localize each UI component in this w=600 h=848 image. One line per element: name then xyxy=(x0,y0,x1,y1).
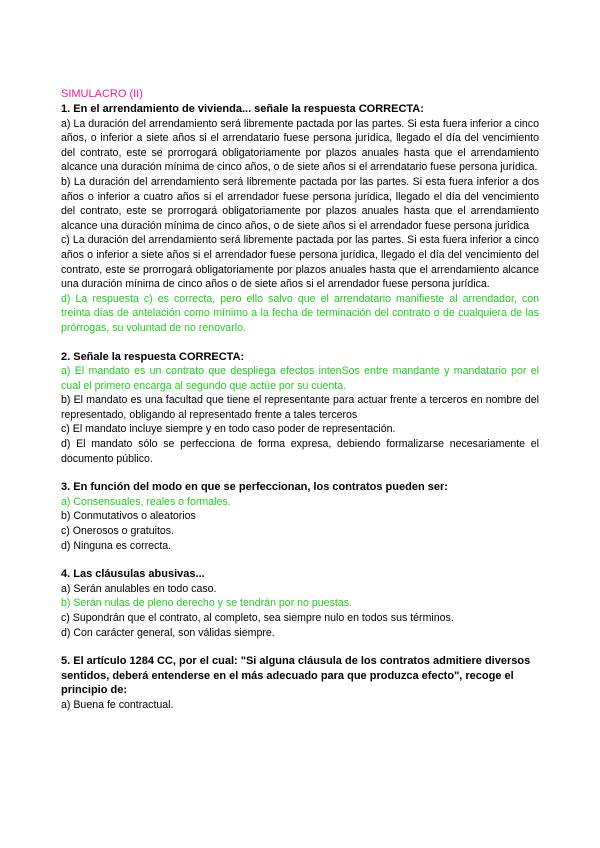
question-spacer xyxy=(61,553,539,567)
question-spacer xyxy=(61,336,539,350)
question-block xyxy=(61,350,539,467)
question-block xyxy=(61,102,539,336)
correct-answer-option: a) El mandato es un contrato que despliega efectos intenSos entre mandante y mandatario por el cual el primero encarga al segundo que actúe por su cuenta. xyxy=(61,365,539,392)
question-spacer xyxy=(61,466,539,480)
document-title: SIMULACRO (II) xyxy=(61,88,143,100)
correct-answer-option: b) Serán nulas de pleno derecho y se tendrán por no puestas. xyxy=(61,597,352,610)
question-text: 5. El artículo 1284 CC, por el cual: "Si alguna cláusula de los contratos admitiere diversos sentidos, deberá entenderse en el más adecuado para que produzca efecto", recoge el principio de: xyxy=(61,655,531,697)
answer-option: c) La duración del arrendamiento será libremente pactada por las partes. Si esta fuera inferior a cinco años o inferior a siete años si el arrendador fuese persona jurídica, llegado el día del vencimiento del contrato, este se prorrogará obligatoriamente por plazos anuales hasta que el arrendamiento alcance una duración mínima de cinco años o de siete años si el arrendador fuese persona jurídica. xyxy=(61,234,539,291)
correct-answer-option: a) Consensuales, reales o formales. xyxy=(61,495,231,508)
answer-option: a) Serán anulables en todo caso. xyxy=(61,582,217,595)
question-text: 2. Señale la respuesta CORRECTA: xyxy=(61,350,245,363)
question-block xyxy=(61,480,539,553)
question-text: 1. En el arrendamiento de vivienda... señale la respuesta CORRECTA: xyxy=(61,103,424,115)
answer-option: d) Ninguna es correcta. xyxy=(61,539,172,552)
answer-option: c) Supondrán que el contrato, al completo, sea siempre nulo en todos sus términos. xyxy=(61,612,454,624)
answer-option: c) Onerosos o gratuitos. xyxy=(61,525,175,538)
answer-option: d) El mandato sólo se perfecciona de forma expresa, debiendo formalizarse necesariamente el documento público. xyxy=(61,438,539,465)
question-block xyxy=(61,654,539,712)
answer-option: a) Buena fe contractual. xyxy=(61,698,174,711)
question-text: 4. Las cláusulas abusivas... xyxy=(61,568,205,581)
answer-option: d) Con carácter general, son válidas siempre. xyxy=(61,626,275,639)
answer-option: c) El mandato incluye siempre y en todo caso poder de representación. xyxy=(61,423,396,436)
answer-option: b) Conmutativos o aleatorios xyxy=(61,510,196,523)
question-text: 3. En función del modo en que se perfeccionan, los contratos pueden ser: xyxy=(61,481,448,494)
answer-option: b) La duración del arrendamiento será libremente pactada por las partes. Si esta fuera inferior a dos años o inferior a cuatro años si el arrendador fuese persona jurídica, llegado el día del vencimiento del contrato, este se prorrogará obligatoriamente por plazos anuales hasta que el arrendamiento alcance una duración mínima de cinco años, o de siete años si el arrendador fuese persona jurídica xyxy=(61,175,539,232)
correct-answer-option: d) La respuesta c) es correcta, pero ello salvo que el arrendatario manifieste al arrendador, con treinta días de antelación como mínimo a la fecha de terminación del contrato o de cualquiera de las prórrogas, su voluntad de no renovarlo. xyxy=(61,292,539,334)
answer-option: b) El mandato es una facultad que tiene el representante para actuar frente a terceros en nombre del representado, obligando al representado frente a tales terceros xyxy=(61,394,539,421)
question-list xyxy=(61,102,539,713)
document-page xyxy=(61,87,539,713)
question-block xyxy=(61,567,539,640)
question-spacer xyxy=(61,640,539,654)
answer-option: a) La duración del arrendamiento será libremente pactada por las partes. Si esta fuera inferior a cinco años, o inferior a siete años si el arrendatario fuese persona jurídica, llegado el día del vencimiento del contrato, este se prorrogará obligatoriamente por plazos anuales hasta que el arrendamiento alcance una duración mínima de cinco años, o de siete años si el arrendatario fuese persona jurídica. xyxy=(61,117,539,174)
